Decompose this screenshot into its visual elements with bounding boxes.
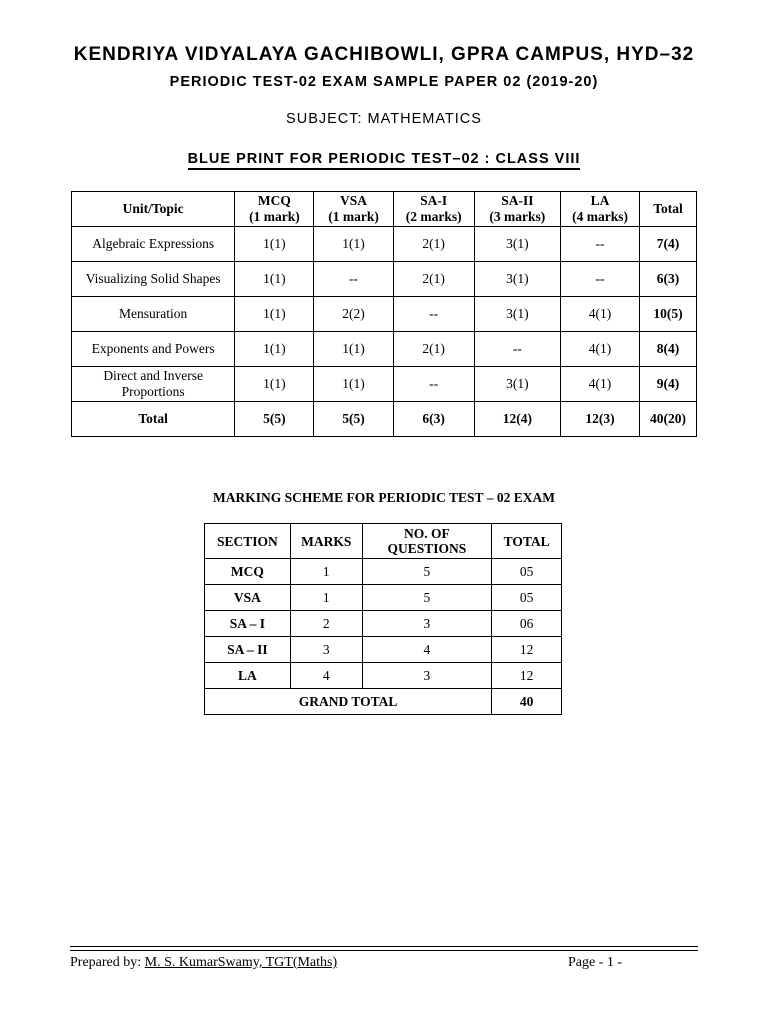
questions-cell: 5 bbox=[362, 559, 492, 585]
row-total-cell: 8(4) bbox=[640, 332, 697, 367]
value-cell: 2(1) bbox=[393, 332, 474, 367]
table-row bbox=[72, 332, 697, 367]
blueprint-header-cell bbox=[393, 192, 474, 227]
table-row bbox=[205, 637, 562, 663]
topic-cell: Direct and Inverse Proportions bbox=[72, 367, 235, 402]
section-total-cell: 12 bbox=[492, 663, 562, 689]
header-line: SA-II bbox=[501, 193, 534, 208]
value-cell: 1(1) bbox=[235, 367, 314, 402]
blueprint-header-cell bbox=[474, 192, 560, 227]
school-title: KENDRIYA VIDYALAYA GACHIBOWLI, GPRA CAMPUS, HYD–32 bbox=[73, 44, 695, 65]
grand-total-value: 40 bbox=[492, 689, 562, 715]
topic-cell: Visualizing Solid Shapes bbox=[72, 262, 235, 297]
total-value-cell: 12(4) bbox=[474, 402, 560, 437]
marks-cell: 4 bbox=[290, 663, 362, 689]
grand-total-label: GRAND TOTAL bbox=[205, 689, 492, 715]
header-subline: (1 mark) bbox=[328, 209, 379, 224]
blueprint-table bbox=[71, 191, 697, 437]
marking-scheme-table bbox=[204, 523, 562, 715]
exam-title: PERIODIC TEST-02 EXAM SAMPLE PAPER 02 (2019-20) bbox=[169, 74, 599, 90]
value-cell: -- bbox=[560, 262, 639, 297]
table-row bbox=[72, 297, 697, 332]
marking-scheme-title: MARKING SCHEME FOR PERIODIC TEST – 02 EXAM bbox=[213, 490, 555, 505]
author-name: M. S. KumarSwamy, TGT(Maths) bbox=[144, 955, 338, 970]
blueprint-header-cell bbox=[314, 192, 393, 227]
page-number: Page - 1 - bbox=[568, 955, 623, 970]
total-value-cell: 6(3) bbox=[393, 402, 474, 437]
header-subline: (1 mark) bbox=[249, 209, 300, 224]
table-row bbox=[72, 227, 697, 262]
value-cell: 3(1) bbox=[474, 297, 560, 332]
value-cell: 2(1) bbox=[393, 227, 474, 262]
section-total-cell: 05 bbox=[492, 585, 562, 611]
section-cell: LA bbox=[205, 663, 291, 689]
topic-cell: Mensuration bbox=[72, 297, 235, 332]
total-row bbox=[72, 402, 697, 437]
total-value-cell: 5(5) bbox=[235, 402, 314, 437]
value-cell: 1(1) bbox=[235, 297, 314, 332]
table-row bbox=[205, 585, 562, 611]
total-label-cell: Total bbox=[72, 402, 235, 437]
questions-cell: 3 bbox=[362, 663, 492, 689]
table-row bbox=[205, 559, 562, 585]
marking-header-cell: MARKS bbox=[290, 524, 362, 559]
marking-header-cell: SECTION bbox=[205, 524, 291, 559]
value-cell: -- bbox=[474, 332, 560, 367]
section-total-cell: 06 bbox=[492, 611, 562, 637]
blueprint-header-row bbox=[72, 192, 697, 227]
section-total-cell: 12 bbox=[492, 637, 562, 663]
marking-header-row bbox=[205, 524, 562, 559]
value-cell: 1(1) bbox=[314, 332, 393, 367]
table-row bbox=[72, 367, 697, 402]
table-row bbox=[205, 663, 562, 689]
table-row bbox=[205, 611, 562, 637]
value-cell: 1(1) bbox=[235, 262, 314, 297]
questions-cell: 5 bbox=[362, 585, 492, 611]
row-total-cell: 6(3) bbox=[640, 262, 697, 297]
prepared-label: Prepared by: bbox=[70, 955, 142, 970]
value-cell: 2(2) bbox=[314, 297, 393, 332]
value-cell: 1(1) bbox=[314, 227, 393, 262]
blueprint-header-cell bbox=[72, 192, 235, 227]
value-cell: 4(1) bbox=[560, 332, 639, 367]
value-cell: 2(1) bbox=[393, 262, 474, 297]
table-row bbox=[72, 262, 697, 297]
blueprint-header-cell bbox=[235, 192, 314, 227]
topic-cell: Algebraic Expressions bbox=[72, 227, 235, 262]
value-cell: 4(1) bbox=[560, 367, 639, 402]
section-total-cell: 05 bbox=[492, 559, 562, 585]
header-line: Unit/Topic bbox=[122, 201, 184, 216]
header-line: SA-I bbox=[420, 193, 448, 208]
value-cell: 1(1) bbox=[235, 332, 314, 367]
section-cell: VSA bbox=[205, 585, 291, 611]
marks-cell: 3 bbox=[290, 637, 362, 663]
marking-header-cell: TOTAL bbox=[492, 524, 562, 559]
value-cell: 3(1) bbox=[474, 227, 560, 262]
blueprint-header-cell bbox=[560, 192, 639, 227]
footer-rule bbox=[70, 946, 698, 947]
header-subline: (4 marks) bbox=[572, 209, 628, 224]
footer-rule-thin bbox=[70, 950, 698, 951]
section-cell: MCQ bbox=[205, 559, 291, 585]
value-cell: -- bbox=[393, 297, 474, 332]
topic-cell: Exponents and Powers bbox=[72, 332, 235, 367]
header-subline: (2 marks) bbox=[405, 209, 462, 224]
blueprint-title: BLUE PRINT FOR PERIODIC TEST–02 : CLASS VIII bbox=[188, 151, 581, 170]
section-cell: SA – II bbox=[205, 637, 291, 663]
footer-prepared-by bbox=[70, 955, 337, 971]
grand-total-cell: 40(20) bbox=[640, 402, 697, 437]
questions-cell: 3 bbox=[362, 611, 492, 637]
row-total-cell: 10(5) bbox=[640, 297, 697, 332]
value-cell: 4(1) bbox=[560, 297, 639, 332]
value-cell: -- bbox=[560, 227, 639, 262]
section-cell: SA – I bbox=[205, 611, 291, 637]
header-line: Total bbox=[653, 201, 683, 216]
value-cell: 1(1) bbox=[314, 367, 393, 402]
subject-line: SUBJECT: MATHEMATICS bbox=[286, 111, 482, 127]
marks-cell: 1 bbox=[290, 585, 362, 611]
questions-cell: 4 bbox=[362, 637, 492, 663]
marks-cell: 1 bbox=[290, 559, 362, 585]
blueprint-heading bbox=[0, 150, 768, 168]
row-total-cell: 7(4) bbox=[640, 227, 697, 262]
value-cell: 3(1) bbox=[474, 262, 560, 297]
header-line: LA bbox=[590, 193, 610, 208]
total-value-cell: 12(3) bbox=[560, 402, 639, 437]
value-cell: -- bbox=[314, 262, 393, 297]
total-value-cell: 5(5) bbox=[314, 402, 393, 437]
header-line: VSA bbox=[340, 193, 368, 208]
value-cell: 3(1) bbox=[474, 367, 560, 402]
grand-total-row bbox=[205, 689, 562, 715]
row-total-cell: 9(4) bbox=[640, 367, 697, 402]
value-cell: -- bbox=[393, 367, 474, 402]
value-cell: 1(1) bbox=[235, 227, 314, 262]
header-subline: (3 marks) bbox=[489, 209, 546, 224]
marking-header-cell: NO. OF QUESTIONS bbox=[362, 524, 492, 559]
blueprint-header-cell bbox=[640, 192, 697, 227]
marks-cell: 2 bbox=[290, 611, 362, 637]
header-line: MCQ bbox=[257, 193, 291, 208]
